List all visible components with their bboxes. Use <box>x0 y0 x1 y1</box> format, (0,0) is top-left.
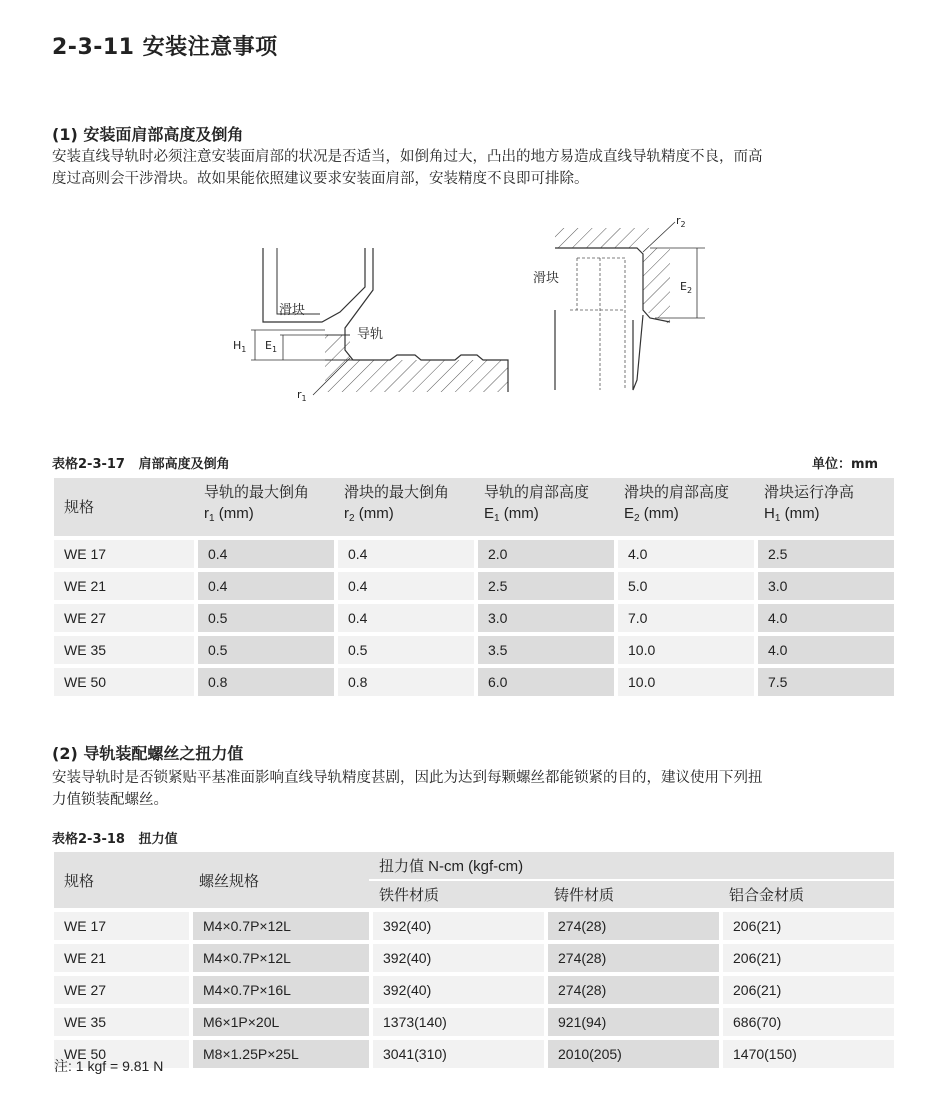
section2-paragraph <box>52 767 902 811</box>
table-cell: 392(40) <box>369 940 544 972</box>
table1-header <box>194 478 334 536</box>
table-row-label: WE 50 <box>54 1036 189 1068</box>
figure-left-diagram <box>225 240 515 410</box>
section1-paragraph <box>52 146 902 190</box>
table1-header-symbol: $H_1$ (mm) <box>764 505 820 524</box>
h1-label: $H_1$ <box>233 339 247 354</box>
table-row <box>54 536 894 568</box>
table-cell: M4×0.7P×16L <box>189 972 369 1004</box>
table1-header <box>474 478 614 536</box>
table-row <box>54 972 894 1004</box>
table1-header-line1: 导轨的肩部高度 <box>484 484 590 501</box>
table-cell: 0.4 <box>334 600 474 632</box>
table-cell: 2.5 <box>474 568 614 600</box>
table-row <box>54 664 894 696</box>
table-cell: 274(28) <box>544 940 719 972</box>
table-cell: 0.8 <box>194 664 334 696</box>
table-row-label: WE 27 <box>54 600 194 632</box>
table-cell: 3.0 <box>754 568 894 600</box>
figure-right-diagram <box>525 210 705 395</box>
table1-header-symbol: $E_1$ (mm) <box>484 505 539 524</box>
table-row <box>54 632 894 664</box>
table-cell: 206(21) <box>719 908 894 940</box>
table1-header-line1: 规格 <box>64 498 95 516</box>
table-cell: 206(21) <box>719 972 894 1004</box>
table-cell: 2.0 <box>474 536 614 568</box>
table-row <box>54 908 894 940</box>
table-row-label: WE 17 <box>54 536 194 568</box>
table-cell: 0.4 <box>194 568 334 600</box>
table-row-label: WE 50 <box>54 664 194 696</box>
table1-header <box>614 478 754 536</box>
table-cell: 0.4 <box>334 568 474 600</box>
table2-caption: 表格2-3-18 扭力值 <box>52 832 178 847</box>
table-cell: 4.0 <box>754 600 894 632</box>
table1-header <box>754 478 894 536</box>
r2-label: $r_2$ <box>676 214 686 229</box>
table-cell: 274(28) <box>544 908 719 940</box>
table-row-label: WE 17 <box>54 908 189 940</box>
table-cell: 0.4 <box>334 536 474 568</box>
table-cell: 0.5 <box>194 600 334 632</box>
table-cell: 10.0 <box>614 664 754 696</box>
slider-label: 滑块 <box>279 303 306 318</box>
table-row-label: WE 35 <box>54 632 194 664</box>
torque-table <box>54 852 894 1068</box>
table-row-label: WE 35 <box>54 1004 189 1036</box>
slider-label-right: 滑块 <box>533 271 560 286</box>
table1-header-line1: 滑块运行净高 <box>764 484 855 501</box>
table-cell: 1470(150) <box>719 1036 894 1068</box>
table-row <box>54 600 894 632</box>
table-cell: M4×0.7P×12L <box>189 908 369 940</box>
table-cell: M4×0.7P×12L <box>189 940 369 972</box>
table-cell: 392(40) <box>369 972 544 1004</box>
table-row <box>54 940 894 972</box>
table2-header-alu: 铝合金材质 <box>719 879 894 908</box>
e1-label: $E_1$ <box>265 339 278 354</box>
table-cell: M8×1.25P×25L <box>189 1036 369 1068</box>
table-row <box>54 1036 894 1068</box>
shoulder-hatch <box>325 335 350 360</box>
page-title: 2-3-11 安装注意事项 <box>52 35 278 60</box>
table-cell: 4.0 <box>754 632 894 664</box>
table-cell: 3.5 <box>474 632 614 664</box>
table2-header-cast: 铸件材质 <box>544 879 719 908</box>
table-cell: 2010(205) <box>544 1036 719 1068</box>
table-row <box>54 1004 894 1036</box>
table-cell: 7.0 <box>614 600 754 632</box>
table2-header-iron: 铁件材质 <box>369 879 544 908</box>
table1-header-line1: 滑块的肩部高度 <box>624 484 730 501</box>
table-cell: 1373(140) <box>369 1004 544 1036</box>
table-cell: 274(28) <box>544 972 719 1004</box>
table-cell: 7.5 <box>754 664 894 696</box>
e2-label: $E_2$ <box>680 280 693 295</box>
table-cell: 5.0 <box>614 568 754 600</box>
table-cell: 10.0 <box>614 632 754 664</box>
table1-header-line1: 导轨的最大倒角 <box>204 484 310 501</box>
table-row <box>54 568 894 600</box>
table-cell: 6.0 <box>474 664 614 696</box>
table1-header-symbol: $r_2$ (mm) <box>344 505 394 524</box>
table-row-label: WE 21 <box>54 568 194 600</box>
rail-label: 导轨 <box>357 327 384 342</box>
table1-header <box>54 478 194 536</box>
table1-header-row <box>54 478 894 536</box>
table1-header <box>334 478 474 536</box>
table-row-label: WE 27 <box>54 972 189 1004</box>
r1-label: $r_1$ <box>297 388 307 403</box>
table-cell: 392(40) <box>369 908 544 940</box>
table-cell: 686(70) <box>719 1004 894 1036</box>
table2-header-spec: 规格 <box>54 852 189 908</box>
table-row-label: WE 21 <box>54 940 189 972</box>
table-cell: M6×1P×20L <box>189 1004 369 1036</box>
table1-caption: 表格2-3-17 肩部高度及倒角 <box>52 457 230 472</box>
table-cell: 0.4 <box>194 536 334 568</box>
table-cell: 4.0 <box>614 536 754 568</box>
table-cell: 3041(310) <box>369 1036 544 1068</box>
section1-paragraph-line2: 度过高则会干涉滑块。故如果能依照建议要求安装面肩部，安装精度不良即可排除。 <box>52 171 589 187</box>
table-cell: 0.8 <box>334 664 474 696</box>
section1-paragraph-line1: 安装直线导轨时必须注意安装面肩部的状况是否适当，如倒角过大，凸出的地方易造成直线导轨精度不良，而高 <box>52 149 763 165</box>
table1-unit: 单位：mm <box>812 457 879 472</box>
table-cell: 3.0 <box>474 600 614 632</box>
section2-heading: (2) 导轨装配螺丝之扭力值 <box>52 744 244 763</box>
table1-header-line1: 滑块的最大倒角 <box>344 484 450 501</box>
table-cell: 921(94) <box>544 1004 719 1036</box>
base-hatch <box>325 360 508 392</box>
shoulder-table <box>54 478 894 696</box>
section2-paragraph-line1: 安装导轨时是否锁紧贴平基准面影响直线导轨精度甚剧，因此为达到每颗螺丝都能锁紧的目的，建议使用下列扭 <box>52 770 763 786</box>
table-cell: 0.5 <box>194 632 334 664</box>
table-cell: 0.5 <box>334 632 474 664</box>
table1-header-symbol: $E_2$ (mm) <box>624 505 679 524</box>
section2-paragraph-line2: 力值锁装配螺丝。 <box>52 792 168 808</box>
table2-header-torque: 扭力值 N-cm (kgf-cm) <box>369 852 894 879</box>
table-cell: 206(21) <box>719 940 894 972</box>
unit-note: 注: 1 kgf = 9.81 N <box>54 1058 164 1074</box>
section1-heading: (1) 安装面肩部高度及倒角 <box>52 125 244 144</box>
table-cell: 2.5 <box>754 536 894 568</box>
table2-header-screw: 螺丝规格 <box>189 852 369 908</box>
table1-header-symbol: $r_1$ (mm) <box>204 505 254 524</box>
